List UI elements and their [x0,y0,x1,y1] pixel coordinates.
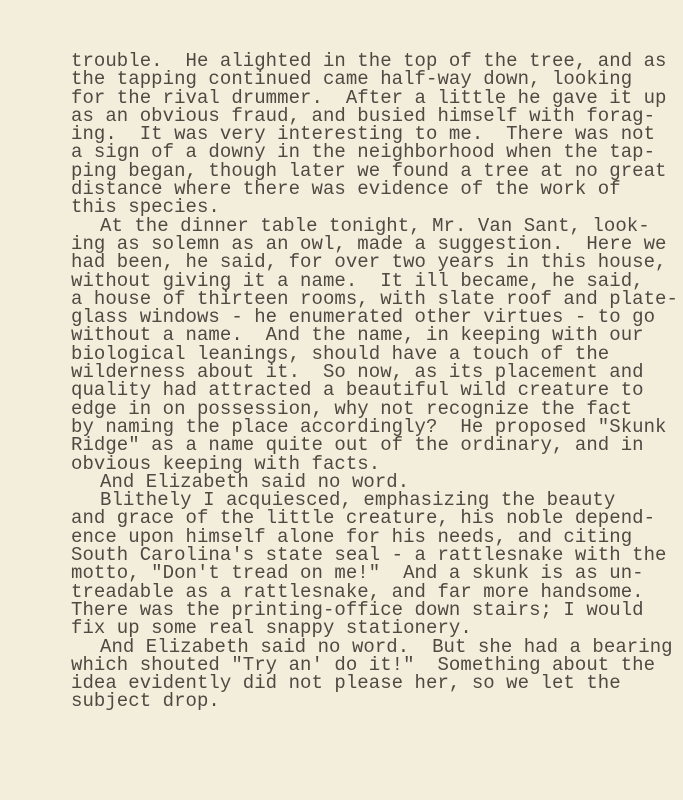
text-line: this species. [71,196,220,219]
typewritten-page [71,50,678,713]
text-line: And Elizabeth said no word. But she had a bearing [100,635,673,658]
text-line: distance where there was evidence of the work of [71,178,621,201]
text-line: had been, he said, for over two years in this house, [71,251,667,274]
text-line: At the dinner table tonight, Mr. Van Sant, look- [100,214,650,237]
text-line: Ridge" as a name quite out of the ordinary, and in [71,434,644,457]
text-line: a sign of a downy in the neighborhood when the tap- [71,141,656,164]
text-line: wilderness about it. So now, as its placement and [71,361,644,384]
text-line: as an obvious fraud, and busied himself with forag- [71,104,656,127]
text-line: treadable as a rattlesnake, and far more handsome. [71,580,644,603]
text-line: Blithely I acquiesced, emphasizing the beauty [100,489,616,512]
text-line: quality had attracted a beautiful wild creature to [71,379,644,402]
text-line: obvious keeping with facts. [71,452,381,475]
text-line: edge in on possession, why not recognize the fact [71,397,633,420]
text-line: ing. It was very interesting to me. There was not [71,123,656,146]
text-line: biological leanings, should have a touch of the [71,342,610,365]
text-line: subject drop. [71,690,220,713]
text-line: the tapping continued came half-way down, looking [71,68,633,91]
text-line: South Carolina's state seal - a rattlesnake with the [71,544,667,567]
text-line: without giving it a name. It ill became, he said, [71,269,644,292]
text-line: ing as solemn as an owl, made a suggestion. Here we [71,232,667,255]
text-line: And Elizabeth said no word. [100,470,410,493]
text-line: trouble. He alighted in the top of the tree, and as [71,50,667,72]
text-line: motto, "Don't tread on me!" And a skunk is as un- [71,562,644,585]
text-line: by naming the place accordingly? He proposed "Skunk [71,415,667,438]
text-line: for the rival drummer. After a little he gave it up [71,86,667,109]
text-line: fix up some real snappy stationery. [71,617,472,640]
text-line: without a name. And the name, in keeping with our [71,324,644,347]
text-line: and grace of the little creature, his noble depend- [71,507,656,530]
text-line: There was the printing-office down stairs; I would [71,598,644,621]
text-line: ping began, though later we found a tree at no great [71,159,667,182]
text-line: a house of thirteen rooms, with slate roof and plate- [71,287,678,310]
text-line: ence upon himself alone for his needs, and citing [71,525,633,548]
text-line: which shouted "Try an' do it!" Something about the [71,653,656,676]
text-line: glass windows - he enumerated other virtues - to go [71,306,656,329]
text-line: idea evidently did not please her, so we let the [71,672,621,695]
